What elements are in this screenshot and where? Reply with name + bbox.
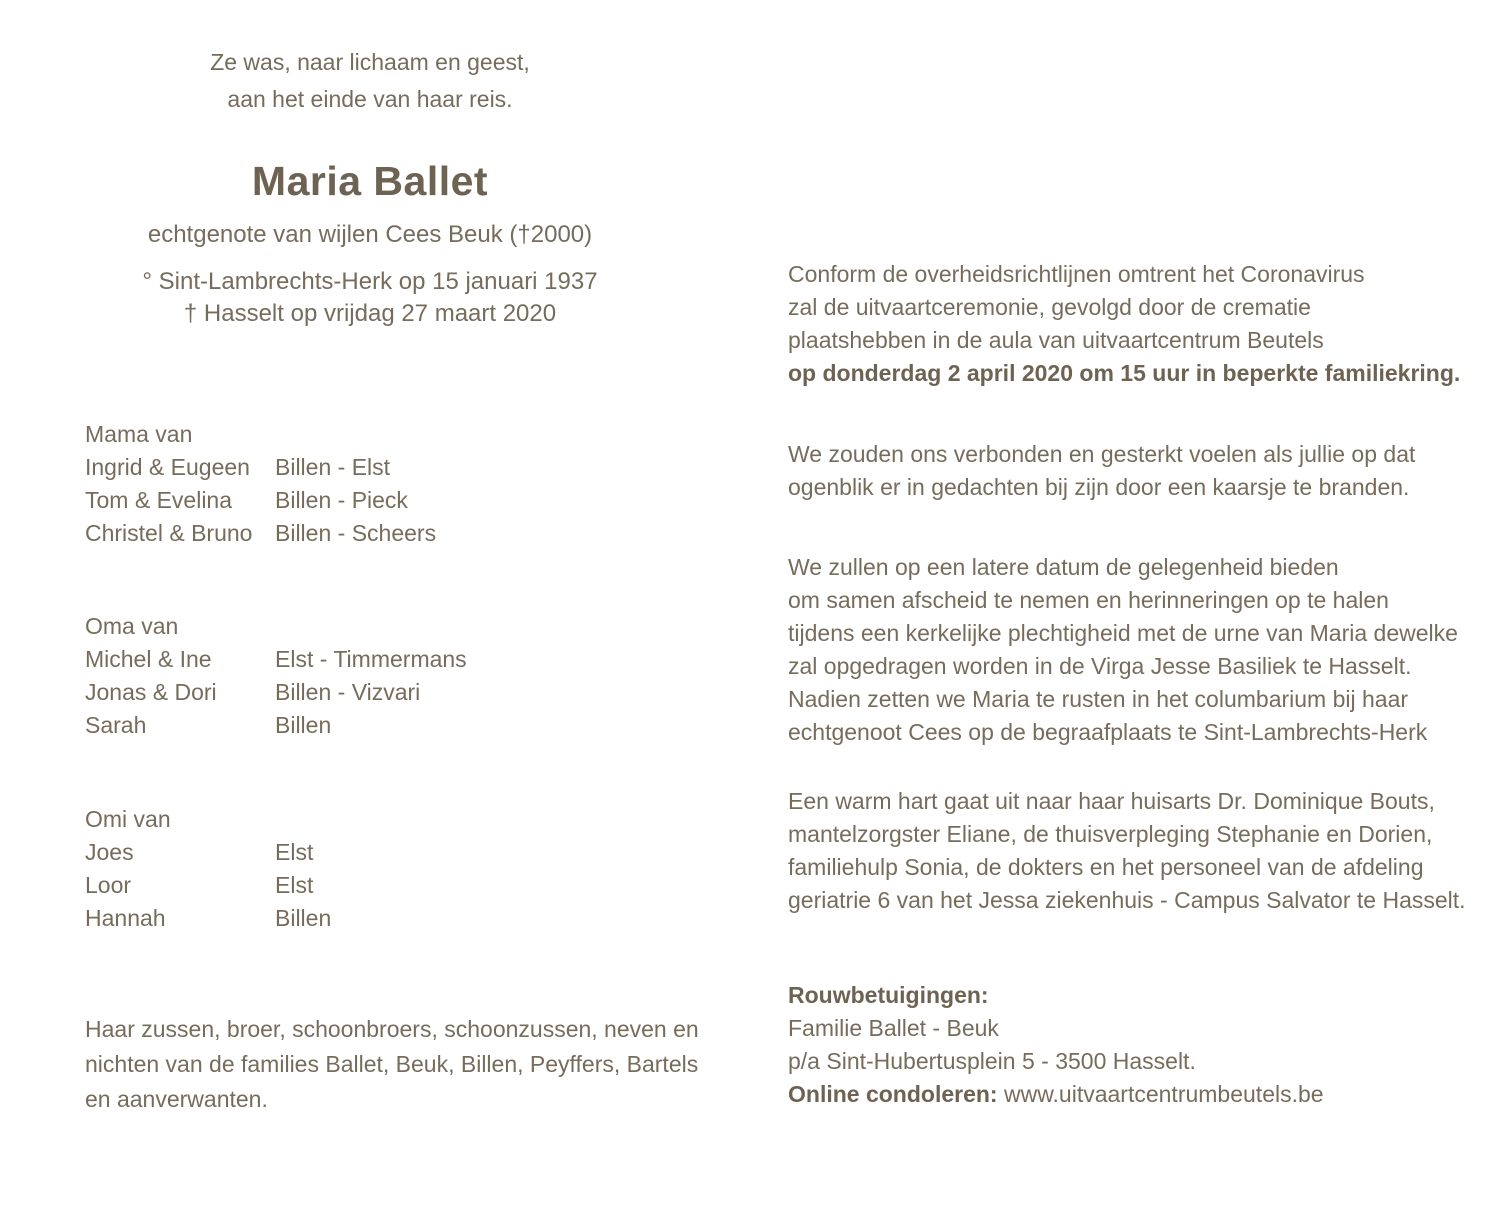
ceremony-line: zal de uitvaartceremonie, gevolgd door de crematie xyxy=(788,294,1311,320)
member-family: Billen - Scheers xyxy=(275,520,437,546)
member-family: Elst xyxy=(275,872,314,898)
family-section-title: Oma van xyxy=(85,613,179,639)
farewell-line: echtgenoot Cees op de begraafplaats te Sint-Lambrechts-Herk xyxy=(788,719,1428,745)
condolences-family: Familie Ballet - Beuk xyxy=(788,1015,999,1041)
condolences-block xyxy=(788,979,1478,1111)
online-condolence-label: Online condoleren: xyxy=(788,1081,998,1107)
member-family: Elst - Timmermans xyxy=(275,646,467,672)
spouse-line: echtgenote van wijlen Cees Beuk (†2000) xyxy=(147,221,593,248)
thanks-line: mantelzorgster Eliane, de thuisverpleging Stephanie en Dorien, xyxy=(788,821,1433,847)
extended-family-paragraph xyxy=(85,1012,725,1117)
life-dates xyxy=(85,266,655,330)
family-section-title: Mama van xyxy=(85,421,193,447)
condolences-heading: Rouwbetuigingen: xyxy=(788,982,989,1008)
member-family: Billen xyxy=(275,905,332,931)
candle-paragraph xyxy=(788,438,1478,504)
thanks-line: familiehulp Sonia, de dokters en het personeel van de afdeling xyxy=(788,854,1424,880)
deceased-name: Maria Ballet xyxy=(251,158,489,204)
member-family: Billen - Vizvari xyxy=(275,679,421,705)
farewell-line: om samen afscheid te nemen en herinneringen op te halen xyxy=(788,587,1389,613)
candle-line: ogenblik er in gedachten bij zijn door een kaarsje te branden. xyxy=(788,474,1410,500)
death-date-line: † Hasselt op vrijdag 27 maart 2020 xyxy=(183,300,557,327)
member-names: Hannah xyxy=(85,905,166,931)
family-member-row xyxy=(85,451,705,484)
member-names: Jonas & Dori xyxy=(85,679,217,705)
farewell-line: tijdens een kerkelijke plechtigheid met de urne van Maria dewelke xyxy=(788,620,1458,646)
family-member-row xyxy=(85,484,705,517)
family-member-row xyxy=(85,869,705,902)
family-member-row xyxy=(85,709,705,742)
family-member-row xyxy=(85,836,705,869)
thanks-line: Een warm hart gaat uit naar haar huisarts Dr. Dominique Bouts, xyxy=(788,788,1435,814)
opening-quote-line-2: aan het einde van haar reis. xyxy=(227,86,513,112)
member-family: Billen xyxy=(275,712,332,738)
member-family: Elst xyxy=(275,839,314,865)
farewell-line: We zullen op een latere datum de gelegenheid bieden xyxy=(788,554,1339,580)
family-member-row xyxy=(85,676,705,709)
opening-quote xyxy=(85,44,655,118)
thanks-line: geriatrie 6 van het Jessa ziekenhuis - Campus Salvator te Hasselt. xyxy=(788,887,1466,913)
family-section-omi xyxy=(85,803,705,935)
family-member-row xyxy=(85,517,705,550)
member-names: Ingrid & Eugeen xyxy=(85,454,250,480)
opening-quote-line-1: Ze was, naar lichaam en geest, xyxy=(210,49,530,75)
candle-line: We zouden ons verbonden en gesterkt voelen als jullie op dat xyxy=(788,441,1416,467)
ceremony-paragraph xyxy=(788,258,1478,390)
condolences-address: p/a Sint-Hubertusplein 5 - 3500 Hasselt. xyxy=(788,1048,1196,1074)
member-names: Michel & Ine xyxy=(85,646,212,672)
family-section-title: Omi van xyxy=(85,806,171,832)
online-condolence-url: www.uitvaartcentrumbeutels.be xyxy=(1003,1081,1324,1107)
member-family: Billen - Elst xyxy=(275,454,391,480)
family-section-mama xyxy=(85,418,705,550)
member-names: Sarah xyxy=(85,712,147,738)
member-family: Billen - Pieck xyxy=(275,487,408,513)
extended-family-line: Haar zussen, broer, schoonbroers, schoonzussen, neven en xyxy=(85,1016,699,1042)
member-names: Joes xyxy=(85,839,134,865)
member-names: Christel & Bruno xyxy=(85,520,253,546)
member-names: Tom & Evelina xyxy=(85,487,233,513)
ceremony-line: Conform de overheidsrichtlijnen omtrent het Coronavirus xyxy=(788,261,1365,287)
ceremony-date-line: op donderdag 2 april 2020 om 15 uur in beperkte familiekring. xyxy=(788,360,1461,386)
extended-family-line: nichten van de families Ballet, Beuk, Billen, Peyffers, Bartels xyxy=(85,1051,699,1077)
family-member-row xyxy=(85,902,705,935)
family-member-row xyxy=(85,643,705,676)
thanks-paragraph xyxy=(788,785,1478,917)
condolences-online-line xyxy=(788,1078,1478,1111)
family-section-oma xyxy=(85,610,705,742)
farewell-line: Nadien zetten we Maria te rusten in het columbarium bij haar xyxy=(788,686,1409,712)
birth-date-line: ° Sint-Lambrechts-Herk op 15 januari 1937 xyxy=(142,268,598,295)
farewell-paragraph xyxy=(788,551,1478,749)
farewell-line: zal opgedragen worden in de Virga Jesse Basiliek te Hasselt. xyxy=(788,653,1412,679)
member-names: Loor xyxy=(85,872,132,898)
ceremony-line: plaatshebben in de aula van uitvaartcentrum Beutels xyxy=(788,327,1324,353)
extended-family-line: en aanverwanten. xyxy=(85,1086,268,1112)
